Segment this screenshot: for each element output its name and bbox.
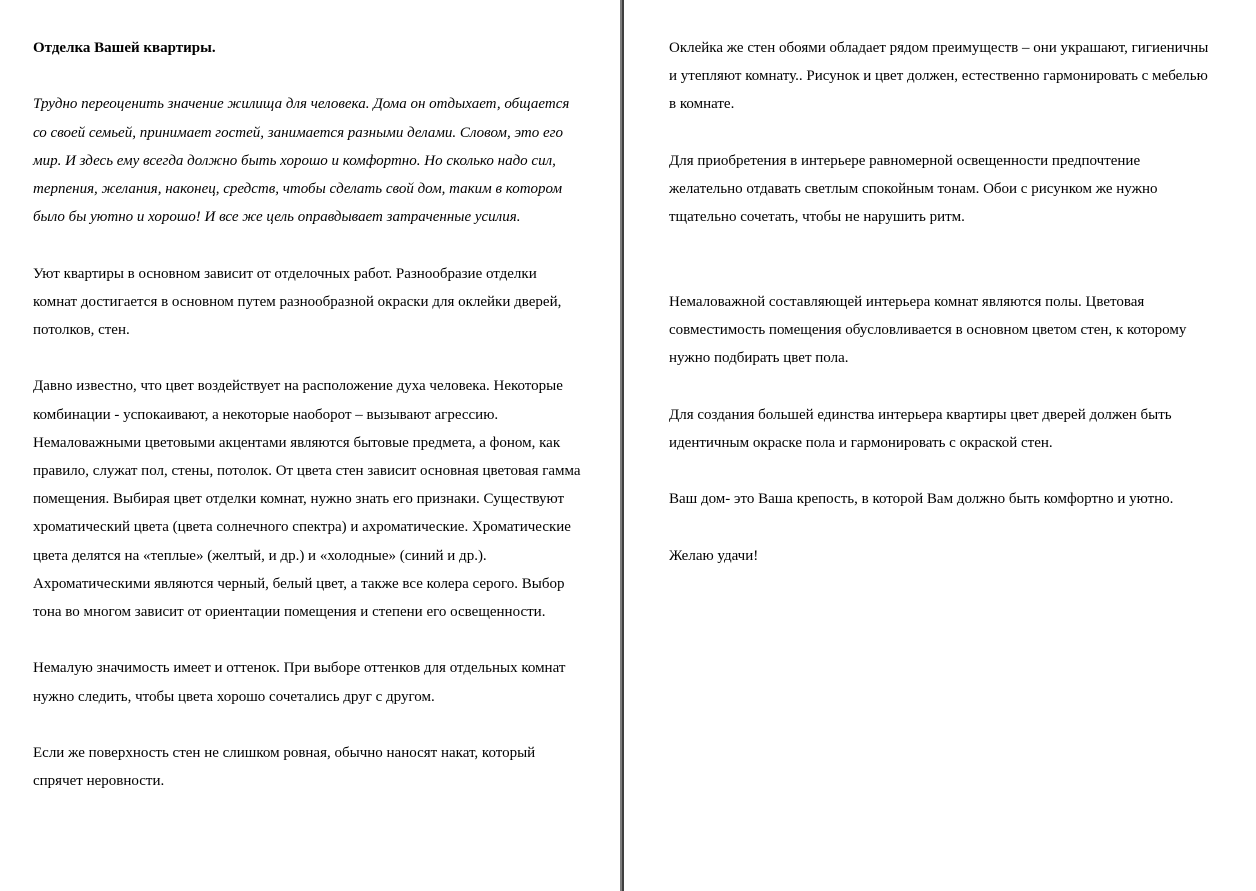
text-column-right <box>669 34 1217 598</box>
paragraph-lighting: Для приобретения в интерьере равномерной освещенности предпочтение желательно отдавать светлым спокойным тонам. Обои с рисунком же нужно тщательно сочетать, чтобы не нарушить ритм. <box>669 152 1158 226</box>
paragraph-wallpaper: Оклейка же стен обоями обладает рядом преимуществ – они украшают, гигиеничны и утепляют комнату.. Рисунок и цвет должен, естественно гармонировать с мебелью в комнате. <box>669 40 1209 113</box>
paragraph-home-fortress: Ваш дом- это Ваша крепость, в которой Вам должно быть комфортно и уютно. <box>669 491 1174 508</box>
page-divider <box>618 0 628 891</box>
paragraph-floors: Немаловажной составляющей интерьера комнат являются полы. Цветовая совместимость помещения обусловливается в основном цветом стен, к которому нужно подбирать цвет пола. <box>669 293 1187 367</box>
paragraph-comfort: Уют квартиры в основном зависит от отделочных работ. Разнообразие отделки комнат достигается в основном путем разнообразной окраски для оклейки дверей, потолков, стен. <box>33 265 562 338</box>
blank-line <box>669 260 1217 288</box>
document-title: Отделка Вашей квартиры. <box>33 40 216 56</box>
paragraph-good-luck: Желаю удачи! <box>669 547 759 564</box>
intro-paragraph: Трудно переоценить значение жилища для человека. Дома он отдыхает, общается со своей семьей, принимает гостей, занимается разными делами. Словом, это его мир. И здесь ему всегда должно быть хорошо и комфортно. Но сколько надо сил, терпения, желания, наконец, средств, чтобы сделать свой дом, таким в котором было бы уютно и хорошо! И все же цель оправдывает затраченные усилия. <box>33 96 570 226</box>
paragraph-shade: Немалую значимость имеет и оттенок. При выборе оттенков для отдельных комнат нужно следить, чтобы цвета хорошо сочетались друг с другом. <box>33 660 566 705</box>
paragraph-doors: Для создания большей единства интерьера квартиры цвет дверей должен быть идентичным окраске пола и гармонировать с окраской стен. <box>669 406 1172 451</box>
document-page-left <box>0 0 618 891</box>
document-page-right <box>628 0 1256 891</box>
paragraph-uneven-walls: Если же поверхность стен не слишком ровная, обычно наносят накат, который спрячет неровности. <box>33 745 536 790</box>
text-column-left <box>33 34 581 824</box>
paragraph-color-effect: Давно известно, что цвет воздействует на расположение духа человека. Некоторые комбинации - успокаивают, а некоторые наоборот – вызывают агрессию. Немаловажными цветовыми акцентами являются бытовые предмета, а фоном, как правило, служат пол, стены, потолок. От цвета стен зависит основная цветовая гамма помещения. Выбирая цвет отделки комнат, нужно знать его признаки. Существуют хроматический цвета (цвета солнечного спектра) и ахроматические. Хроматические цвета делятся на «теплые» (желтый, и др.) и «холодные» (синий и др.). Ахроматическими являются черный, белый цвет, а также все колера серого. Выбор тона во многом зависит от ориентации помещения и степени его освещенности. <box>33 378 581 621</box>
